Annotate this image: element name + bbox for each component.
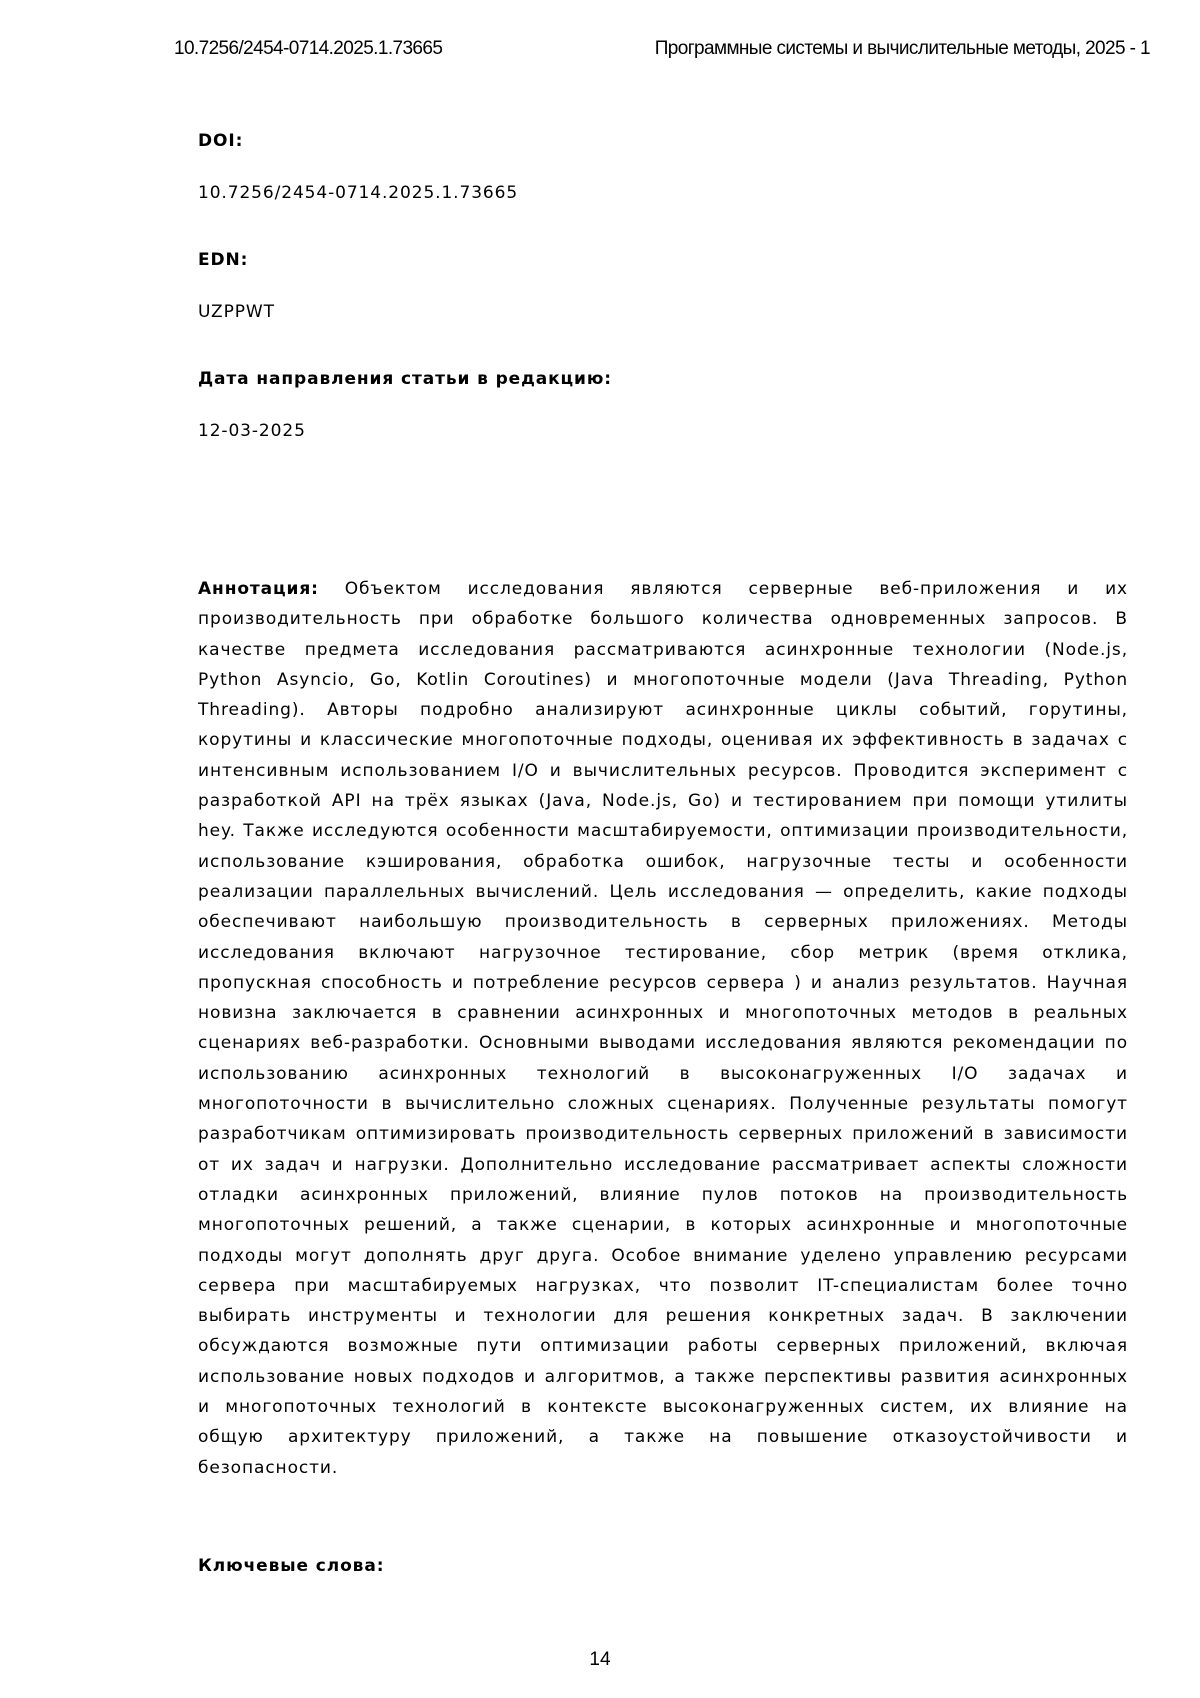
header-journal-title: Программные системы и вычислительные методы, 2025 - 1: [654, 38, 1150, 59]
edn-value: UZPPWT: [198, 302, 275, 322]
header-doi: 10.7256/2454-0714.2025.1.73665: [174, 38, 443, 59]
keywords-field: [198, 1551, 1128, 1581]
edn-label: EDN:: [198, 250, 249, 270]
submission-date-value: 12-03-2025: [198, 421, 306, 441]
keywords-label: Ключевые слова:: [198, 1555, 385, 1576]
edn-field: [198, 245, 1128, 327]
doi-field: [198, 126, 1128, 208]
page-number: 14: [589, 1649, 611, 1670]
submission-date-label: Дата направления статьи в редакцию:: [198, 369, 612, 389]
submission-date-field: [198, 364, 1128, 446]
doi-label: DOI:: [198, 131, 244, 151]
doi-value: 10.7256/2454-0714.2025.1.73665: [198, 183, 519, 203]
article-metadata: [198, 126, 1128, 1581]
abstract: [198, 574, 1128, 1483]
abstract-label: Аннотация:: [198, 579, 319, 599]
running-header: [0, 36, 1200, 62]
abstract-text: Объектом исследования являются серверные веб-приложения и их производительность при обработке большого количества одновременных запросов. В качестве предмета исследования рассматриваются асинхронные технологии (Node.js, Python Asyncio, Go, Kotlin Coroutines) и многопоточные модели (Java Threading, Python Threading). Авторы подробно анализируют асинхронные циклы событий, горутины, корутины и классические многопоточные подходы, оценивая их эффективность в задачах с интенсивным использованием I/O и вычислительных ресурсов. Проводится эксперимент с разработкой API на трёх языках (Java, Node.js, Go) и тестированием при помощи утилиты hey. Также исследуются особенности масштабируемости, оптимизации производительности, использование кэширования, обработка ошибок, нагрузочные тесты и особенности реализации параллельных вычислений. Цель исследования — определить, какие подходы обеспечивают наибольшую производительность в серверных приложениях. Методы исследования включают нагрузочное тестирование, сбор метрик (время отклика, пропускная способность и потребление ресурсов сервера ) и анализ результатов. Научная новизна заключается в сравнении асинхронных и многопоточных методов в реальных сценариях веб-разработки. Основными выводами исследования являются рекомендации по использованию асинхронных технологий в высоконагруженных I/O задачах и многопоточности в вычислительно сложных сценариях. Полученные результаты помогут разработчикам оптимизировать производительность серверных приложений в зависимости от их задач и нагрузки. Дополнительно исследование рассматривает аспекты сложности отладки асинхронных приложений, влияние пулов потоков на производительность многопоточных решений, а также сценарии, в которых асинхронные и многопоточные подходы могут дополнять друг друга. Особое внимание уделено управлению ресурсами сервера при масштабируемых нагрузках, что позволит IT-специалистам более точно выбирать инструменты и технологии для решения конкретных задач. В заключении обсуждаются возможные пути оптимизации работы серверных приложений, включая использование новых подходов и алгоритмов, а также перспективы развития асинхронных и многопоточных технологий в контексте высоконагруженных систем, их влияние на общую архитектуру приложений, а также на повышение отказоустойчивости и безопасности.: [198, 579, 1128, 1478]
